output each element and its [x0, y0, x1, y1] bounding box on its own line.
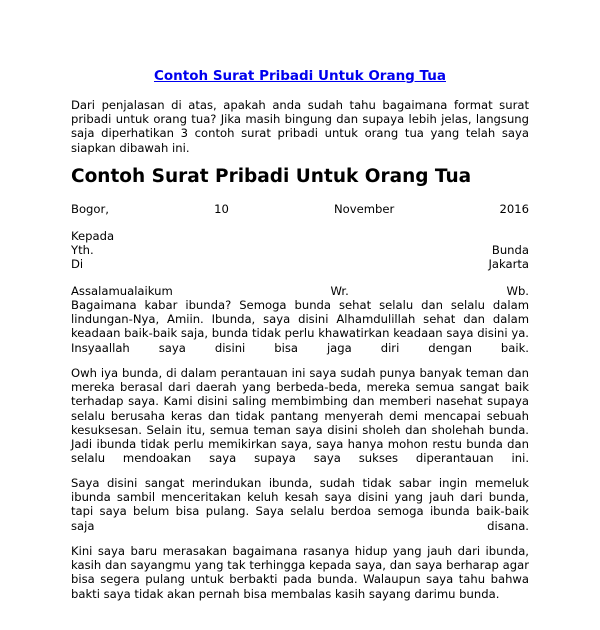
intro-paragraph: Dari penjalasan di atas, apakah anda sudah tahu bagaimana format surat pribadi untuk orang tua? Jika masih bingung dan supaya lebih jelas, langsung saja diperhatikan 3 contoh surat pribadi untuk orang tua yang telah saya siapkan dibawah ini.: [71, 98, 529, 155]
article-title-link[interactable]: Contoh Surat Pribadi Untuk Orang Tua: [153, 68, 446, 84]
date-line: [71, 202, 529, 216]
letter-heading: Contoh Surat Pribadi Untuk Orang Tua: [71, 166, 472, 187]
recipient-yth: Yth.: [71, 243, 94, 257]
greeting-word-3: Wb.: [506, 284, 529, 298]
body-paragraph: Saya disini sangat merindukan ibunda, sudah tidak sabar ingin memeluk ibunda sambil menceritakan keluh kesah saya disini yang jauh dari bunda, tapi saya belum bisa pulang. Saya selalu berdoa semoga ibunda baik-baik saja disana.: [71, 476, 529, 533]
body-paragraph: Bagaimana kabar ibunda? Semoga bunda sehat selalu dan selalu dalam lindungan-Nya, Amiin. Ibunda, saya disini Alhamdulillah sehat dan dalam keadaan baik-baik saja, bunda tidak perlu khawatirkan keadaan saya disini ya. Insyaallah saya disini bisa jaga diri dengan baik.: [71, 298, 529, 355]
body-paragraph: Kini saya baru merasakan bagaimana rasanya hidup yang jauh dari ibunda, kasih dan sayangmu yang tak terhingga kepada saya, dan saya berharap agar bisa segera pulang untuk berbakti pada bunda. Walaupun saya tahu bahwa bakti saya tidak akan pernah bisa membalas kasih sayang darimu bunda.: [71, 544, 529, 601]
greeting-word-1: Assalamualaikum: [71, 284, 173, 298]
recipient-kepada: Kepada: [71, 229, 115, 243]
date-day: 10: [214, 202, 229, 216]
body-paragraph: Owh iya bunda, di dalam perantauan ini saya sudah punya banyak teman dan mereka berasal dari daerah yang berbeda-beda, mereka semua sangat baik terhadap saya. Kami disini saling membimbing dan memberi nasehat supaya selalu berusaha keras dan tidak pantang menyerah demi mencapai sebuah kesuksesan. Selain itu, semua teman saya disini sholeh dan sholehah bunda. Jadi ibunda tidak perlu memikirkan saya, saya hanya mohon restu bunda dan selalu mendoakan saya supaya saya sukses diperantauan ini.: [71, 366, 529, 466]
date-month: November: [334, 202, 395, 216]
recipient-name-line: [71, 243, 529, 257]
date-city: Bogor,: [71, 202, 109, 216]
recipient-name: Bunda: [491, 243, 529, 257]
date-year: 2016: [499, 202, 529, 216]
recipient-place: Jakarta: [488, 257, 529, 271]
recipient-place-line: [71, 257, 529, 271]
recipient-di: Di: [71, 257, 84, 271]
greeting-word-2: Wr.: [330, 284, 349, 298]
greeting-line: [71, 284, 529, 298]
